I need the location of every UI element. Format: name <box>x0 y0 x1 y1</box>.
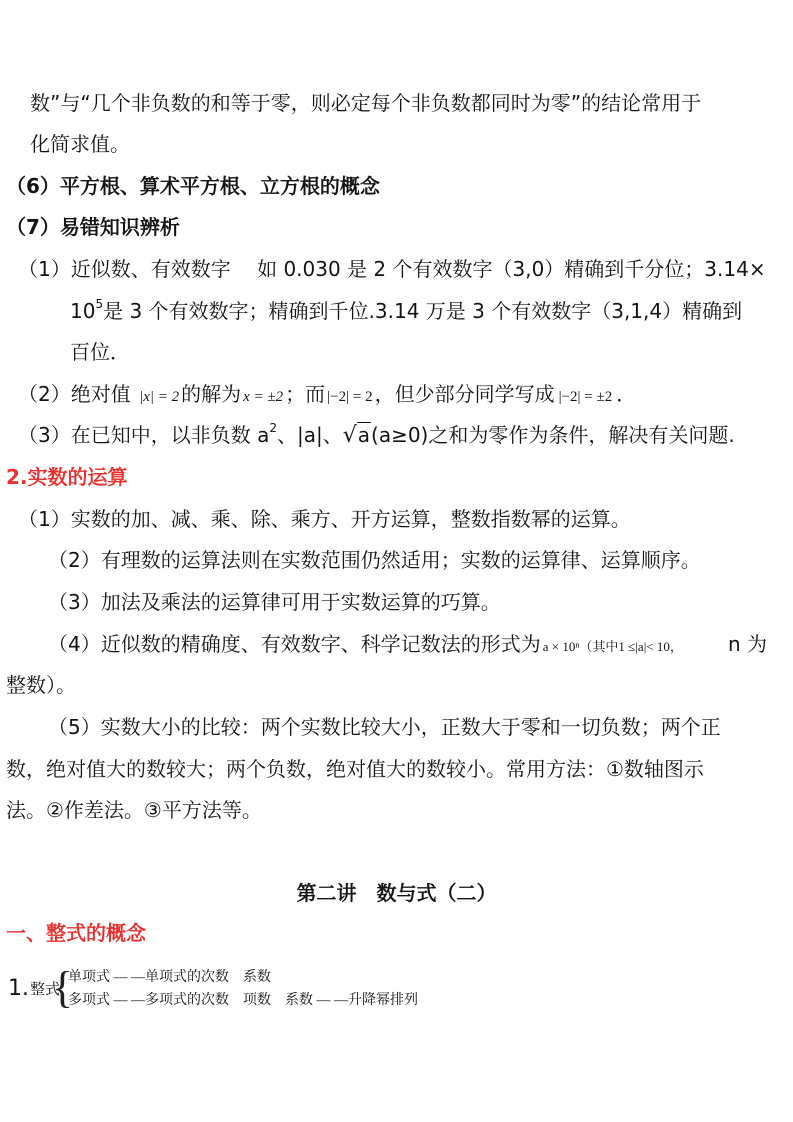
tree-branch-polynomial: 多项式 — —多项式的次数 项数 系数 — —升降幂排列 <box>68 993 418 1008</box>
math-wrong-form: |−2| = ±2 <box>558 389 613 405</box>
lecture-title: 第二讲 数与式（二） <box>296 881 497 905</box>
text-span: ；而 <box>285 382 326 406</box>
math-abs-eq: |x| = 2 <box>139 389 180 405</box>
operation-item-2: （2）有理数的运算法则在实数范围仍然适用；实数的运算律、运算顺序。 <box>48 548 701 572</box>
math-abs-value: |−2| = 2 <box>327 389 373 405</box>
curly-brace: { <box>52 963 74 1012</box>
superscript: 5 <box>95 297 104 312</box>
item-approx-line: 百位． <box>70 340 130 364</box>
radical-sign: √ <box>342 423 357 448</box>
sqrt-argument: a <box>357 423 371 447</box>
operation-item-5-line: （5）实数大小的比较：两个实数比较大小，正数大于零和一切负数；两个正 <box>48 715 721 739</box>
subheading-7: （7）易错知识辨析 <box>6 215 180 239</box>
text-span: （2）绝对值 <box>18 382 131 406</box>
paragraph-line: 化简求值。 <box>30 132 130 156</box>
sqrt-symbol <box>343 420 371 451</box>
subheading-6: （6）平方根、算术平方根、立方根的概念 <box>6 174 380 198</box>
tree-number: 1. <box>8 976 29 1001</box>
text-span: 、|a|、 <box>276 423 343 447</box>
item-approx-line <box>70 296 742 326</box>
operation-item-4-line: 整数）。 <box>6 673 76 697</box>
text-span: （3）在已知中，以非负数 a <box>18 423 270 447</box>
math-sci-notation: a × 10ⁿ（其中1 ≤|a|< 10， <box>542 639 683 654</box>
text-span: （4）近似数的精确度、有效数字、科学记数法的形式为 <box>48 632 541 656</box>
text-span: ． <box>616 382 637 406</box>
math-solution: x = ±2 <box>243 389 284 405</box>
text-span: 10 <box>70 299 96 323</box>
paragraph-line: 数”与“几个非负数的和等于零，则必定每个非负数都同时为零”的结论常用于 <box>30 91 702 115</box>
operation-item-5-line: 数，绝对值大的数较大；两个负数，绝对值大的数较小。常用方法：①数轴图示 <box>6 757 704 781</box>
text-span: 的解为 <box>181 382 242 406</box>
operation-item-1: （1）实数的加、减、乘、除、乘方、开方运算，整数指数幂的运算。 <box>18 507 631 531</box>
text-span: (a≥0)之和为零作为条件，解决有关问题. <box>371 423 735 447</box>
item-approx-line: （1）近似数、有效数字 如 0.030 是 2 个有效数字（3,0）精确到千分位；3.14× <box>18 257 766 281</box>
operation-item-4-tail: n 为 <box>728 632 768 656</box>
operation-item-5-line: 法。②作差法。③平方法等。 <box>6 798 262 822</box>
tree-branch-monomial: 单项式 — —单项式的次数 系数 <box>68 970 271 985</box>
text-span: ，但少部分同学写成 <box>374 382 555 406</box>
section-heading: 2.实数的运算 <box>6 465 128 489</box>
section-heading: 一、整式的概念 <box>6 921 146 945</box>
item-abs-line <box>18 379 636 412</box>
superscript: 2 <box>269 421 277 436</box>
operation-item-4 <box>48 629 685 662</box>
tree-root: 整式 <box>30 982 61 998</box>
item-nonneg-line <box>18 420 735 451</box>
operation-item-3: （3）加法及乘法的运算律可用于实数运算的巧算。 <box>48 590 501 614</box>
text-span: 是 3 个有效数字；精确到千位.3.14 万是 3 个有效数字（3,1,4）精确到 <box>103 299 743 323</box>
